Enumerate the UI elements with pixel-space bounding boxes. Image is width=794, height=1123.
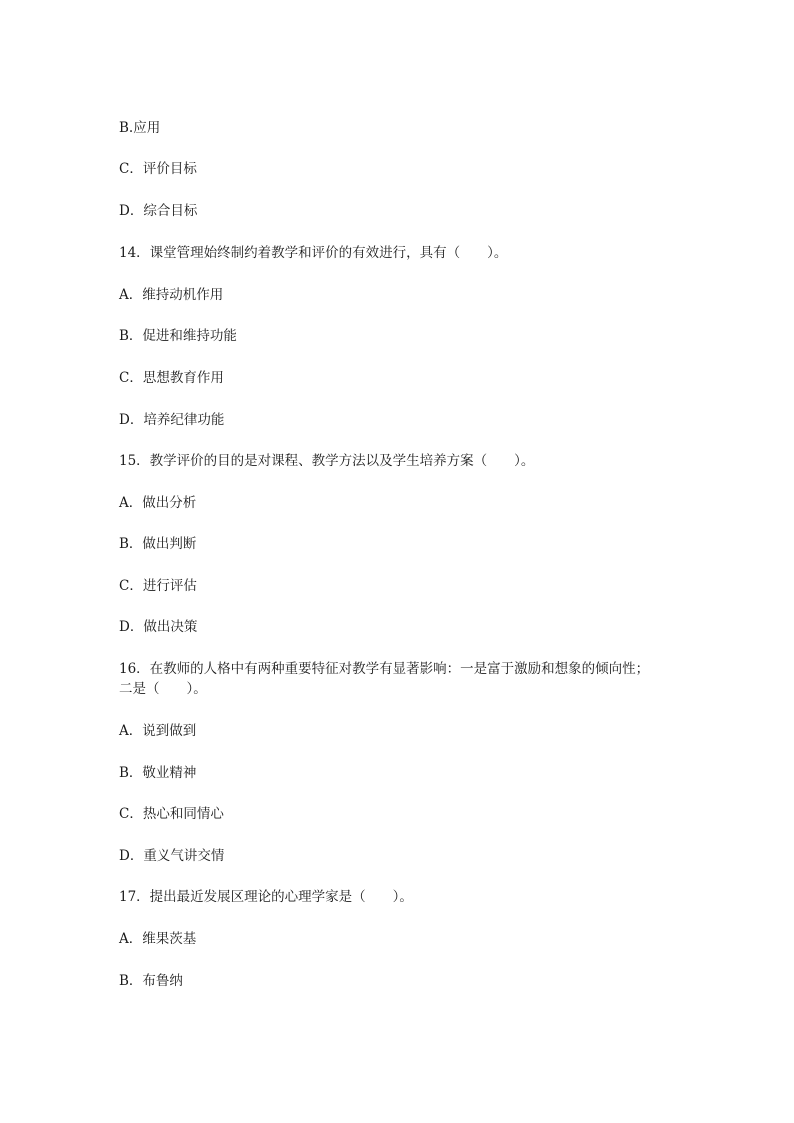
question-16-option-c: C．热心和同情心 [119, 806, 224, 822]
question-16-option-a: A．说到做到 [119, 723, 197, 739]
question-14-option-a: A．维持动机作用 [119, 287, 224, 303]
question-16-stem-line-2: 二是（ ）。 [119, 681, 207, 697]
prev-option-c: C．评价目标 [119, 161, 197, 177]
question-16-option-d: D．重义气讲交情 [119, 848, 225, 864]
question-17-option-a: A．维果茨基 [119, 931, 197, 947]
question-17-option-b: B．布鲁纳 [119, 973, 183, 989]
question-15-option-a: A．做出分析 [119, 495, 197, 511]
question-15-option-d: D．做出决策 [119, 619, 198, 635]
question-15-option-c: C．进行评估 [119, 578, 197, 594]
question-17-stem: 17．提出最近发展区理论的心理学家是（ ）。 [119, 889, 413, 905]
prev-option-b: B.应用 [119, 120, 161, 136]
question-16-option-b: B．敬业精神 [119, 765, 197, 781]
question-14-option-b: B．促进和维持功能 [119, 328, 237, 344]
question-14-option-c: C．思想教育作用 [119, 370, 224, 386]
prev-option-d: D．综合目标 [119, 203, 198, 219]
question-15-option-b: B．做出判断 [119, 536, 197, 552]
question-16-stem-line-1: 16．在教师的人格中有两种重要特征对教学有显著影响：一是富于激励和想象的倾向性； [119, 661, 650, 677]
question-14-option-d: D．培养纪律功能 [119, 412, 225, 428]
question-15-stem: 15．教学评价的目的是对课程、教学方法以及学生培养方案（ ）。 [119, 453, 535, 469]
question-14-stem: 14．课堂管理始终制约着教学和评价的有效进行，具有（ ）。 [119, 245, 508, 261]
